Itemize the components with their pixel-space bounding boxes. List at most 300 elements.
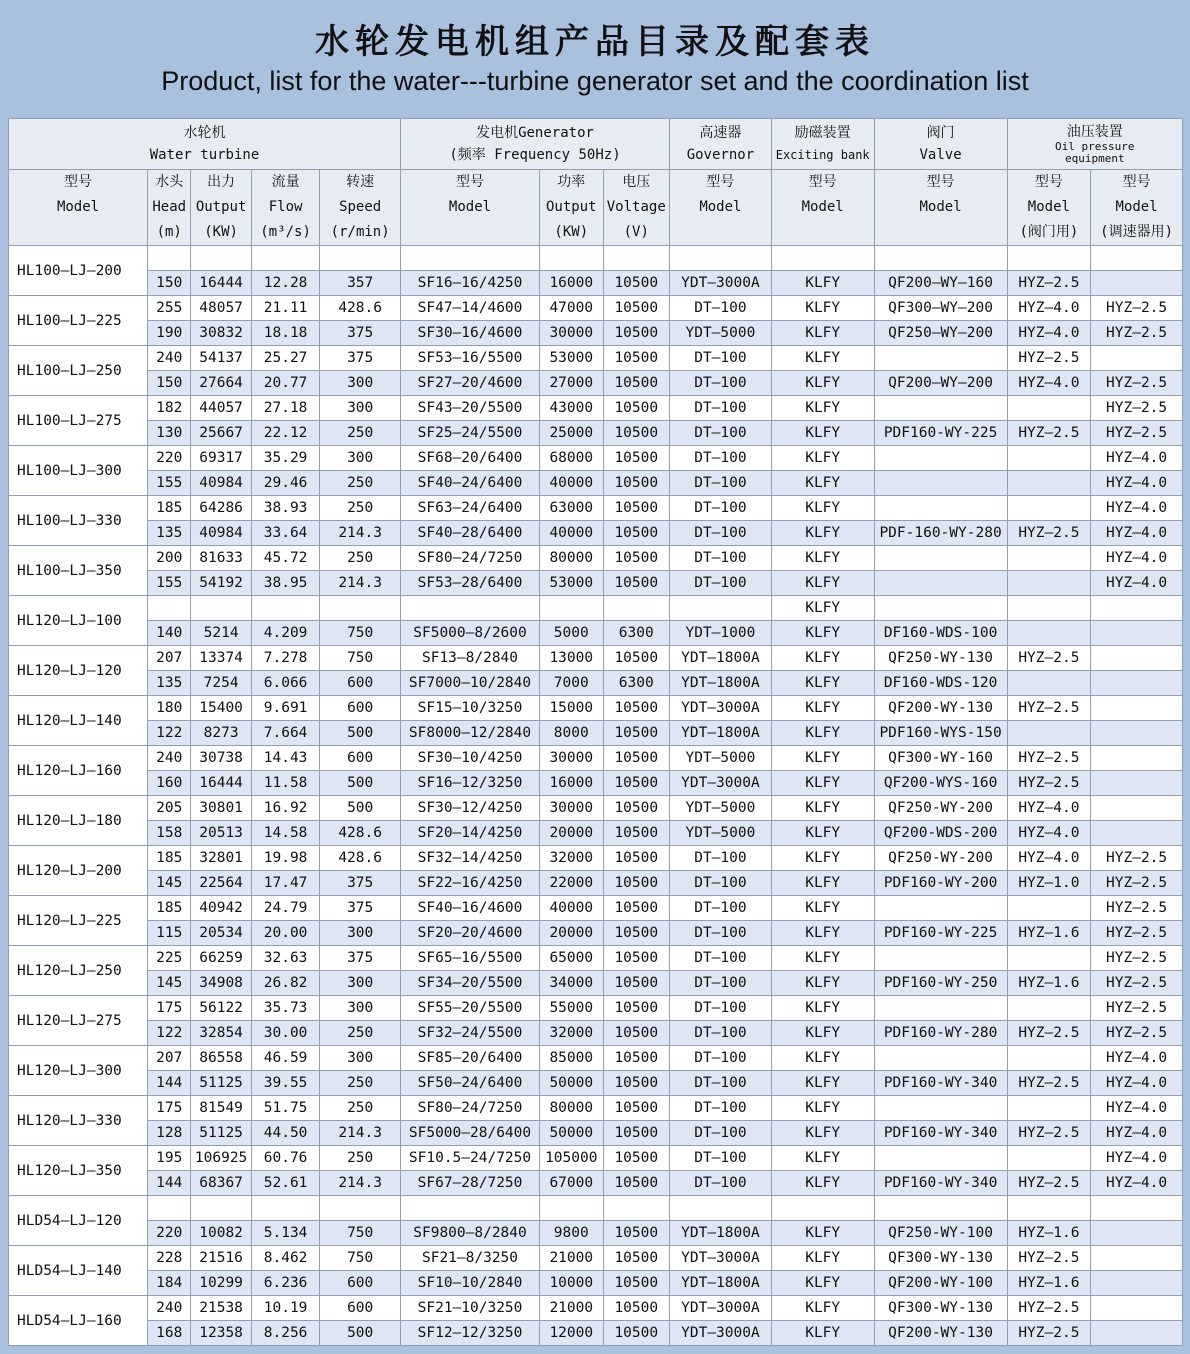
table-cell: QF300-WY-160 xyxy=(874,746,1007,771)
table-cell: SF22—16/4250 xyxy=(400,871,539,896)
table-cell: SF21—8/3250 xyxy=(400,1246,539,1271)
table-cell: 500 xyxy=(320,721,401,746)
table-cell: 15400 xyxy=(191,696,251,721)
table-cell: KLFY xyxy=(771,596,874,621)
table-cell: YDT—3000A xyxy=(670,1296,772,1321)
table-cell: 32000 xyxy=(540,846,603,871)
table-cell: SF30—16/4600 xyxy=(400,321,539,346)
table-cell: YDT—3000A xyxy=(670,771,772,796)
table-cell: HYZ—2.5 xyxy=(1007,1321,1091,1346)
table-cell: SF27—20/4600 xyxy=(400,371,539,396)
table-cell: HYZ—2.5 xyxy=(1091,896,1183,921)
table-cell: 10500 xyxy=(603,871,670,896)
table-cell: 80000 xyxy=(540,546,603,571)
table-cell: HYZ—2.5 xyxy=(1091,921,1183,946)
table-cell: DT—100 xyxy=(670,971,772,996)
table-row xyxy=(9,1096,1183,1121)
table-cell: 10500 xyxy=(603,921,670,946)
table-cell xyxy=(1007,471,1091,496)
table-cell xyxy=(1091,746,1183,771)
table-cell: HYZ—1.6 xyxy=(1007,971,1091,996)
table-cell: SF5000—28/6400 xyxy=(400,1121,539,1146)
table-cell: 13000 xyxy=(540,646,603,671)
table-cell: DT—100 xyxy=(670,296,772,321)
table-cell: HYZ—4.0 xyxy=(1007,321,1091,346)
table-cell: 200 xyxy=(148,546,191,571)
table-cell: 55000 xyxy=(540,996,603,1021)
table-cell: HYZ—2.5 xyxy=(1007,771,1091,796)
table-cell: HYZ—4.0 xyxy=(1091,546,1183,571)
table-cell: 24.79 xyxy=(251,896,320,921)
table-cell: 40984 xyxy=(191,521,251,546)
turbine-model-cell: HLD54—LJ—120 xyxy=(9,1196,148,1246)
table-row xyxy=(9,321,1183,346)
table-cell: PDF160-WY-280 xyxy=(874,1021,1007,1046)
table-cell: 26.82 xyxy=(251,971,320,996)
table-cell: HYZ—2.5 xyxy=(1091,296,1183,321)
table-cell xyxy=(603,596,670,621)
table-cell: 214.3 xyxy=(320,571,401,596)
table-cell: 5000 xyxy=(540,621,603,646)
table-cell: 20000 xyxy=(540,821,603,846)
table-cell xyxy=(400,246,539,271)
table-cell: 300 xyxy=(320,371,401,396)
table-cell: YDT—5000 xyxy=(670,321,772,346)
table-cell xyxy=(874,946,1007,971)
table-cell: 40000 xyxy=(540,521,603,546)
table-cell: YDT—1800A xyxy=(670,646,772,671)
table-cell: 66259 xyxy=(191,946,251,971)
table-cell: HYZ—2.5 xyxy=(1091,946,1183,971)
table-cell xyxy=(540,246,603,271)
table-cell xyxy=(1007,896,1091,921)
table-cell: KLFY xyxy=(771,1171,874,1196)
table-cell: KLFY xyxy=(771,1271,874,1296)
table-cell: HYZ—2.5 xyxy=(1007,1071,1091,1096)
table-cell: 375 xyxy=(320,321,401,346)
turbine-model-cell: HL120—LJ—160 xyxy=(9,746,148,796)
table-cell: 155 xyxy=(148,571,191,596)
table-cell: 250 xyxy=(320,471,401,496)
table-cell: 10500 xyxy=(603,1296,670,1321)
table-cell: HYZ—4.0 xyxy=(1091,1046,1183,1071)
table-cell: SF15—10/3250 xyxy=(400,696,539,721)
table-cell: 10500 xyxy=(603,1021,670,1046)
table-cell xyxy=(874,896,1007,921)
table-cell: HYZ—4.0 xyxy=(1007,371,1091,396)
table-cell: 185 xyxy=(148,846,191,871)
table-cell: 16444 xyxy=(191,271,251,296)
table-cell: KLFY xyxy=(771,321,874,346)
table-cell: SF20—20/4600 xyxy=(400,921,539,946)
table-cell: SF21—10/3250 xyxy=(400,1296,539,1321)
table-cell: YDT—5000 xyxy=(670,746,772,771)
table-cell: 190 xyxy=(148,321,191,346)
group-header-exciting: 励磁装置 Exciting bank xyxy=(771,119,874,170)
table-cell xyxy=(1091,1321,1183,1346)
table-row xyxy=(9,921,1183,946)
table-cell: 10500 xyxy=(603,421,670,446)
table-row xyxy=(9,1071,1183,1096)
table-cell: 32854 xyxy=(191,1021,251,1046)
table-cell: 140 xyxy=(148,621,191,646)
table-row xyxy=(9,396,1183,421)
table-cell: 30000 xyxy=(540,746,603,771)
table-cell xyxy=(874,996,1007,1021)
table-cell: 145 xyxy=(148,871,191,896)
table-cell: 68000 xyxy=(540,446,603,471)
table-row xyxy=(9,996,1183,1021)
table-cell xyxy=(874,446,1007,471)
table-cell: HYZ—2.5 xyxy=(1007,1121,1091,1146)
turbine-model-cell: HL120—LJ—120 xyxy=(9,646,148,696)
table-cell: KLFY xyxy=(771,1321,874,1346)
table-cell: 25000 xyxy=(540,421,603,446)
table-cell: 20.00 xyxy=(251,921,320,946)
table-cell: 10082 xyxy=(191,1221,251,1246)
table-cell: 56122 xyxy=(191,996,251,1021)
table-cell xyxy=(1091,346,1183,371)
table-cell: QF300—WY—200 xyxy=(874,296,1007,321)
table-cell: 27664 xyxy=(191,371,251,396)
table-cell: HYZ—2.5 xyxy=(1007,346,1091,371)
table-cell: 600 xyxy=(320,696,401,721)
turbine-model-cell: HL100—LJ—300 xyxy=(9,446,148,496)
table-cell: 250 xyxy=(320,1021,401,1046)
table-row xyxy=(9,1046,1183,1071)
table-cell: 500 xyxy=(320,771,401,796)
column-header: 出力 Output (KW) xyxy=(191,170,251,246)
table-cell xyxy=(874,396,1007,421)
table-cell xyxy=(874,1146,1007,1171)
table-cell: DT—100 xyxy=(670,396,772,421)
table-cell: PDF160-WY-200 xyxy=(874,871,1007,896)
table-cell: 600 xyxy=(320,746,401,771)
table-row xyxy=(9,271,1183,296)
group-header-governor: 高速器 Governor xyxy=(670,119,772,170)
table-cell: 7.278 xyxy=(251,646,320,671)
table-row xyxy=(9,496,1183,521)
table-cell xyxy=(251,596,320,621)
table-cell: SF63—24/6400 xyxy=(400,496,539,521)
table-cell: 300 xyxy=(320,1046,401,1071)
table-cell: KLFY xyxy=(771,921,874,946)
table-row xyxy=(9,971,1183,996)
table-cell: HYZ—1.6 xyxy=(1007,1271,1091,1296)
table-cell: 122 xyxy=(148,721,191,746)
table-cell: 500 xyxy=(320,1321,401,1346)
table-cell: 158 xyxy=(148,821,191,846)
table-cell: HYZ—4.0 xyxy=(1007,796,1091,821)
table-cell: 12000 xyxy=(540,1321,603,1346)
table-cell: 22564 xyxy=(191,871,251,896)
table-cell: 44.50 xyxy=(251,1121,320,1146)
page-subtitle: Product, list for the water---turbine generator set and the coordination list xyxy=(161,66,1029,96)
table-cell xyxy=(670,1196,772,1221)
table-cell: 175 xyxy=(148,996,191,1021)
table-cell: YDT—3000A xyxy=(670,271,772,296)
table-cell: DT—100 xyxy=(670,371,772,396)
table-cell: 21.11 xyxy=(251,296,320,321)
table-cell: 13374 xyxy=(191,646,251,671)
table-cell xyxy=(191,246,251,271)
table-cell: 10500 xyxy=(603,1321,670,1346)
table-cell: 600 xyxy=(320,671,401,696)
table-cell xyxy=(148,246,191,271)
turbine-model-cell: HLD54—LJ—160 xyxy=(9,1296,148,1346)
table-cell xyxy=(1091,596,1183,621)
table-cell: 22000 xyxy=(540,871,603,896)
table-cell: 9800 xyxy=(540,1221,603,1246)
table-cell: 106925 xyxy=(191,1146,251,1171)
table-cell: PDF160-WY-225 xyxy=(874,421,1007,446)
table-cell: 300 xyxy=(320,996,401,1021)
table-cell: PDF160-WY-340 xyxy=(874,1071,1007,1096)
table-cell xyxy=(148,1196,191,1221)
table-cell: 168 xyxy=(148,1321,191,1346)
table-row xyxy=(9,1221,1183,1246)
table-cell: YDT—3000A xyxy=(670,1321,772,1346)
table-cell: PDF160-WY-250 xyxy=(874,971,1007,996)
table-cell: YDT—1800A xyxy=(670,1221,772,1246)
table-cell: KLFY xyxy=(771,1021,874,1046)
table-cell: 10500 xyxy=(603,971,670,996)
column-header: 功率 Output (KW) xyxy=(540,170,603,246)
table-cell: SF53—28/6400 xyxy=(400,571,539,596)
table-cell: 10500 xyxy=(603,371,670,396)
table-cell: HYZ—4.0 xyxy=(1007,296,1091,321)
table-cell: 12358 xyxy=(191,1321,251,1346)
table-cell: KLFY xyxy=(771,1146,874,1171)
table-row xyxy=(9,546,1183,571)
table-cell xyxy=(874,496,1007,521)
table-row xyxy=(9,896,1183,921)
table-row xyxy=(9,471,1183,496)
table-cell: 180 xyxy=(148,696,191,721)
table-cell: 10500 xyxy=(603,271,670,296)
table-cell: 130 xyxy=(148,421,191,446)
table-cell xyxy=(874,571,1007,596)
table-cell: 39.55 xyxy=(251,1071,320,1096)
table-cell: 44057 xyxy=(191,396,251,421)
table-cell: 375 xyxy=(320,871,401,896)
table-cell: 21516 xyxy=(191,1246,251,1271)
column-header: 型号 Model xyxy=(400,170,539,246)
table-cell: 128 xyxy=(148,1121,191,1146)
table-cell: SF85—20/6400 xyxy=(400,1046,539,1071)
table-cell: PDF160-WYS-150 xyxy=(874,721,1007,746)
table-cell: HYZ—2.5 xyxy=(1007,746,1091,771)
table-cell: 10500 xyxy=(603,946,670,971)
table-cell: 60.76 xyxy=(251,1146,320,1171)
table-cell: 27000 xyxy=(540,371,603,396)
table-cell xyxy=(1007,1046,1091,1071)
column-header: 型号 Model xyxy=(670,170,772,246)
table-cell: HYZ—2.5 xyxy=(1091,1021,1183,1046)
table-cell: 428.6 xyxy=(320,821,401,846)
turbine-model-cell: HL100—LJ—200 xyxy=(9,246,148,296)
table-cell: 600 xyxy=(320,1296,401,1321)
table-cell: HYZ—2.5 xyxy=(1091,846,1183,871)
table-cell: 48057 xyxy=(191,296,251,321)
table-cell: QF250-WY-200 xyxy=(874,846,1007,871)
table-row xyxy=(9,1121,1183,1146)
table-cell xyxy=(1007,396,1091,421)
table-cell: HYZ—1.0 xyxy=(1007,871,1091,896)
table-cell xyxy=(1007,496,1091,521)
table-cell: KLFY xyxy=(771,471,874,496)
table-cell: 10500 xyxy=(603,471,670,496)
table-cell: 6300 xyxy=(603,621,670,646)
table-cell xyxy=(603,246,670,271)
table-cell: 8.256 xyxy=(251,1321,320,1346)
table-cell: SF55—20/5500 xyxy=(400,996,539,1021)
column-header: 流量 Flow (m³/s) xyxy=(251,170,320,246)
table-cell: PDF160-WY-340 xyxy=(874,1121,1007,1146)
table-cell: 81549 xyxy=(191,1096,251,1121)
table-row xyxy=(9,571,1183,596)
table-cell xyxy=(251,246,320,271)
table-cell: HYZ—4.0 xyxy=(1007,846,1091,871)
table-cell: HYZ—4.0 xyxy=(1091,571,1183,596)
table-cell: SF10.5—24/7250 xyxy=(400,1146,539,1171)
table-cell: SF67—28/7250 xyxy=(400,1171,539,1196)
table-cell: 30.00 xyxy=(251,1021,320,1046)
table-cell: 428.6 xyxy=(320,296,401,321)
table-cell: 10500 xyxy=(603,446,670,471)
table-cell: SF80—24/7250 xyxy=(400,1096,539,1121)
table-cell: 250 xyxy=(320,421,401,446)
table-cell: 64286 xyxy=(191,496,251,521)
turbine-model-cell: HL120—LJ—180 xyxy=(9,796,148,846)
table-cell: KLFY xyxy=(771,771,874,796)
table-cell: 240 xyxy=(148,346,191,371)
table-cell: 10500 xyxy=(603,896,670,921)
table-cell: 500 xyxy=(320,796,401,821)
table-cell xyxy=(1091,796,1183,821)
table-cell: QF200-WDS-200 xyxy=(874,821,1007,846)
table-cell: 38.93 xyxy=(251,496,320,521)
table-cell: 250 xyxy=(320,546,401,571)
table-cell: PDF160-WY-340 xyxy=(874,1171,1007,1196)
table-cell: DT—100 xyxy=(670,546,772,571)
table-cell: 10500 xyxy=(603,721,670,746)
table-cell: SF68—20/6400 xyxy=(400,446,539,471)
table-cell: DT—100 xyxy=(670,1096,772,1121)
table-cell xyxy=(874,471,1007,496)
table-cell: 300 xyxy=(320,971,401,996)
table-cell: 195 xyxy=(148,1146,191,1171)
table-cell: SF10—10/2840 xyxy=(400,1271,539,1296)
table-row xyxy=(9,1321,1183,1346)
table-row xyxy=(9,646,1183,671)
table-cell: 750 xyxy=(320,1221,401,1246)
table-cell: 54192 xyxy=(191,571,251,596)
table-cell: 214.3 xyxy=(320,1121,401,1146)
table-cell: SF40—16/4600 xyxy=(400,896,539,921)
table-cell xyxy=(874,346,1007,371)
table-cell: DT—100 xyxy=(670,871,772,896)
turbine-model-cell: HL120—LJ—140 xyxy=(9,696,148,746)
table-cell: 51125 xyxy=(191,1121,251,1146)
table-cell xyxy=(251,1196,320,1221)
table-cell: KLFY xyxy=(771,571,874,596)
table-row xyxy=(9,446,1183,471)
table-cell: 250 xyxy=(320,496,401,521)
table-cell xyxy=(771,246,874,271)
table-cell: SF32—24/5500 xyxy=(400,1021,539,1046)
table-cell: SF50—24/6400 xyxy=(400,1071,539,1096)
table-cell: 7000 xyxy=(540,671,603,696)
table-cell: KLFY xyxy=(771,496,874,521)
table-cell xyxy=(1091,1196,1183,1221)
table-cell: SF16—16/4250 xyxy=(400,271,539,296)
table-cell xyxy=(320,246,401,271)
table-cell: KLFY xyxy=(771,946,874,971)
table-cell: HYZ—4.0 xyxy=(1091,471,1183,496)
table-cell: 150 xyxy=(148,371,191,396)
column-header: 水头 Head (m) xyxy=(148,170,191,246)
table-cell: 250 xyxy=(320,1146,401,1171)
table-cell: 86558 xyxy=(191,1046,251,1071)
table-cell: 228 xyxy=(148,1246,191,1271)
table-cell xyxy=(191,596,251,621)
table-row xyxy=(9,1146,1183,1171)
table-cell: 10500 xyxy=(603,1071,670,1096)
table-cell: 207 xyxy=(148,646,191,671)
table-row xyxy=(9,421,1183,446)
table-cell: 175 xyxy=(148,1096,191,1121)
table-cell xyxy=(603,1196,670,1221)
table-cell: 40000 xyxy=(540,471,603,496)
table-cell: 10500 xyxy=(603,646,670,671)
table-cell: 20.77 xyxy=(251,371,320,396)
table-cell: 300 xyxy=(320,921,401,946)
table-cell: KLFY xyxy=(771,796,874,821)
table-cell: 220 xyxy=(148,1221,191,1246)
product-table xyxy=(8,118,1183,1346)
table-cell: 375 xyxy=(320,346,401,371)
table-cell: 155 xyxy=(148,471,191,496)
table-cell: HYZ—2.5 xyxy=(1091,396,1183,421)
table-cell: DT—100 xyxy=(670,496,772,521)
table-cell: DT—100 xyxy=(670,996,772,1021)
table-row xyxy=(9,846,1183,871)
table-cell: 145 xyxy=(148,971,191,996)
table-cell: 53000 xyxy=(540,571,603,596)
table-cell: 10500 xyxy=(603,1096,670,1121)
table-cell xyxy=(1007,596,1091,621)
table-cell: KLFY xyxy=(771,1096,874,1121)
table-cell: 10500 xyxy=(603,1221,670,1246)
table-cell: KLFY xyxy=(771,646,874,671)
table-cell: DF160-WDS-120 xyxy=(874,671,1007,696)
table-cell: 80000 xyxy=(540,1096,603,1121)
table-cell: QF250-WY-200 xyxy=(874,796,1007,821)
column-header: 型号 Model (调速器用) xyxy=(1091,170,1183,246)
table-cell: 10.19 xyxy=(251,1296,320,1321)
table-cell: 10500 xyxy=(603,1246,670,1271)
table-cell: 81633 xyxy=(191,546,251,571)
column-header: 型号 Model xyxy=(9,170,148,246)
table-cell: HYZ—2.5 xyxy=(1091,421,1183,446)
table-cell: 10000 xyxy=(540,1271,603,1296)
turbine-model-cell: HL120—LJ—300 xyxy=(9,1046,148,1096)
table-cell: 67000 xyxy=(540,1171,603,1196)
table-cell: SF34—20/5500 xyxy=(400,971,539,996)
table-cell: HYZ—4.0 xyxy=(1091,521,1183,546)
table-cell: 20000 xyxy=(540,921,603,946)
